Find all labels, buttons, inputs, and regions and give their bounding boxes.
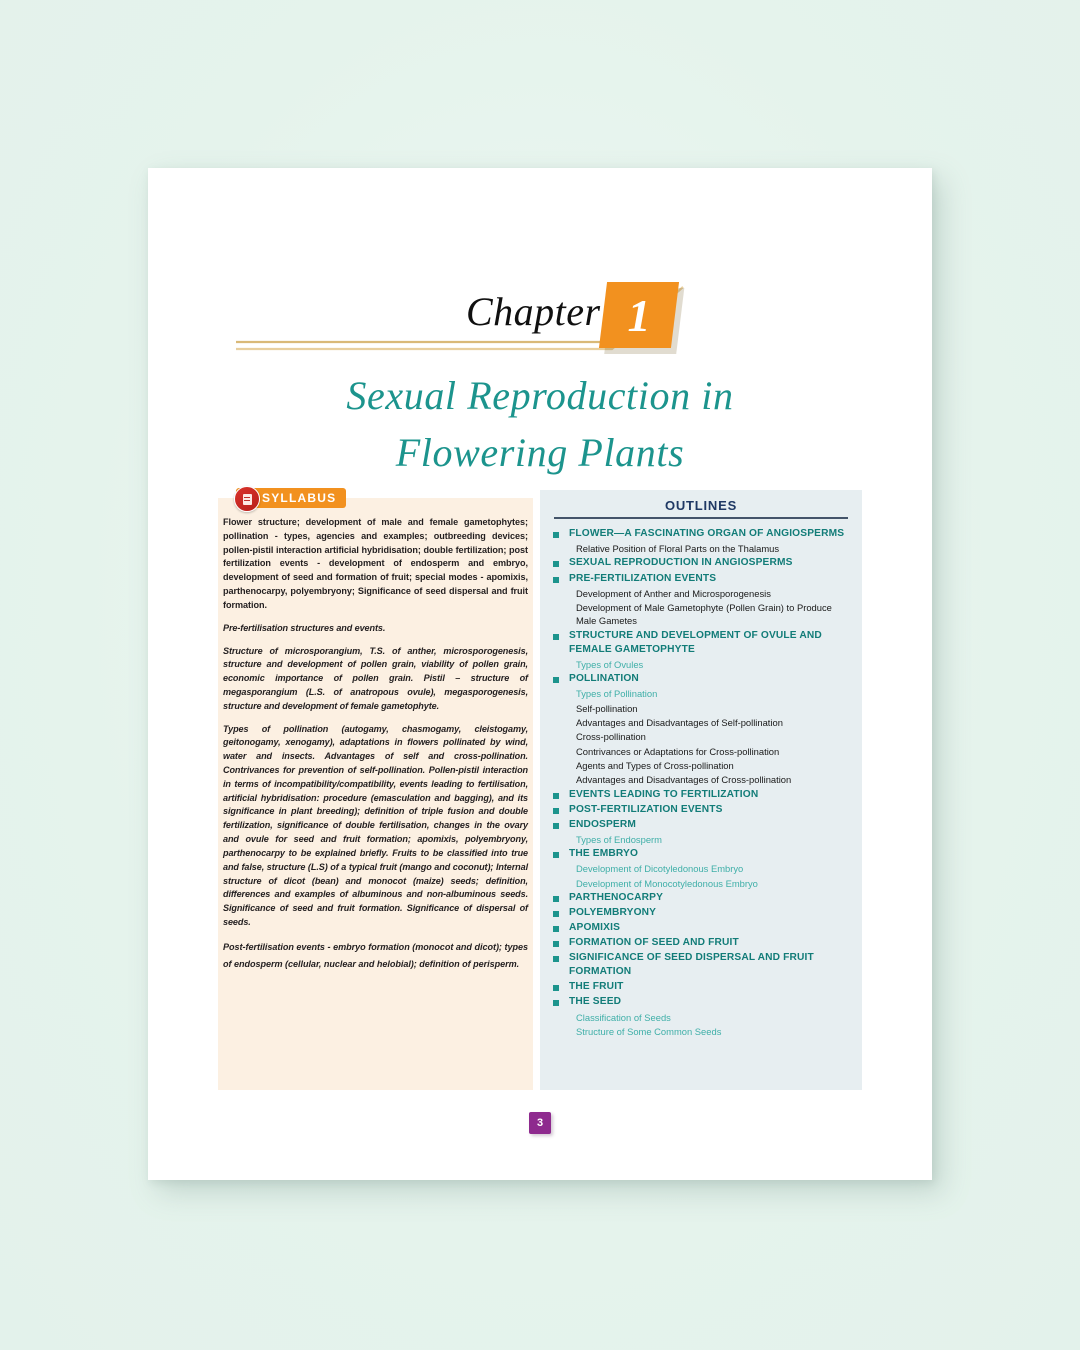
syllabus-text-body bbox=[219, 516, 532, 981]
outline-sub-item[interactable]: Cross-pollination bbox=[576, 731, 646, 743]
outline-sub-item[interactable]: Contrivances or Adaptations for Cross-pollination bbox=[576, 745, 780, 757]
outlines-list bbox=[540, 527, 862, 1038]
outlines-divider bbox=[554, 517, 848, 519]
outline-main-label: SEXUAL REPRODUCTION IN ANGIOSPERMS bbox=[569, 557, 793, 569]
syllabus-paragraph: Types of pollination (autogamy, chasmogamy, cleistogamy, geitonogamy, xenogamy), adaptations in flowers pollinated by wind, water and insects. Advantages of self and cross-pollination. Contrivances for prevention of self-pollination. Pollen-pistil interaction in terms of incompatibility/compatibility, events leading to fertilisation, artificial hybridisation: procedure (emasculation and bagging), and its significance in plant breeding); definition of triple fusion and double fertilization, significance of double fertilisation, changes in the ovary and ovule for seed and fruit formation; apomixis, polyembryony, parthenocarpy to be explained briefly. Fruits to be classified into true and false, structure (L.S) of a typical fruit (mango and coconut); Internal structure of dicot (bean) and monocot (maize) seeds; definition, differences and examples of albuminous and non-albuminous seeds. Significance of seed and fruit formation. Significance of dispersal of seeds. bbox=[223, 723, 528, 927]
outline-sub-item[interactable]: Development of Monocotyledonous Embryo bbox=[576, 877, 758, 889]
syllabus-paragraph: Flower structure; development of male and female gametophytes; pollination - types, agencies and examples; outbreeding devices; pollen-pistil interaction artificial hybridisation; double fertilization; post fertilization events - development of endosperm and embryo, development of seed and formation of fruit; special modes - apomixis, parthenocarpy, polyembryony; Significance of seed dispersal and fruit formation. bbox=[223, 517, 528, 610]
outlines-heading: OUTLINES bbox=[664, 498, 738, 513]
outline-main-label: THE EMBRYO bbox=[569, 848, 639, 860]
square-bullet-icon bbox=[553, 808, 559, 814]
outline-main-item[interactable] bbox=[550, 951, 850, 979]
outline-sub-item[interactable]: Types of Endosperm bbox=[576, 833, 662, 845]
outlines-panel bbox=[540, 490, 862, 1090]
outline-sub-item[interactable]: Relative Position of Floral Parts on the Thalamus bbox=[576, 543, 780, 555]
square-bullet-icon bbox=[553, 926, 559, 932]
page-title-line-1: Sexual Reproduction in bbox=[346, 373, 734, 418]
page-number-badge bbox=[529, 1112, 551, 1134]
outline-main-item[interactable] bbox=[550, 556, 850, 570]
square-bullet-icon bbox=[553, 577, 559, 583]
outline-main-label: THE FRUIT bbox=[569, 981, 624, 993]
syllabus-badge bbox=[236, 488, 346, 508]
outline-sub-item[interactable]: Classification of Seeds bbox=[576, 1011, 671, 1023]
outline-main-item[interactable] bbox=[550, 995, 850, 1009]
outline-sub-item[interactable]: Development of Male Gametophyte (Pollen Grain) to Produce Male Gametes bbox=[576, 601, 832, 627]
document-icon bbox=[234, 486, 260, 512]
square-bullet-icon bbox=[553, 911, 559, 917]
outline-main-item[interactable] bbox=[550, 906, 850, 920]
outline-sub-item[interactable]: Advantages and Disadvantages of Self-pollination bbox=[576, 716, 783, 728]
square-bullet-icon bbox=[553, 852, 559, 858]
outline-main-label: POLLINATION bbox=[569, 673, 639, 685]
outline-sub-item[interactable]: Advantages and Disadvantages of Cross-pollination bbox=[576, 774, 792, 786]
outline-sub-item[interactable]: Agents and Types of Cross-pollination bbox=[576, 759, 734, 771]
square-bullet-icon bbox=[553, 941, 559, 947]
square-bullet-icon bbox=[553, 1000, 559, 1006]
square-bullet-icon bbox=[553, 793, 559, 799]
outline-main-label: FLOWER—A FASCINATING ORGAN OF ANGIOSPERMS bbox=[569, 528, 845, 539]
outline-main-label: PRE-FERTILIZATION EVENTS bbox=[569, 572, 717, 584]
outline-main-label: EVENTS LEADING TO FERTILIZATION bbox=[569, 788, 759, 800]
outline-main-item[interactable] bbox=[550, 527, 850, 541]
square-bullet-icon bbox=[553, 896, 559, 902]
syllabus-paragraph: Pre-fertilisation structures and events. bbox=[223, 622, 386, 633]
outline-sub-item[interactable]: Types of Ovules bbox=[576, 658, 644, 670]
outline-main-item[interactable] bbox=[550, 891, 850, 905]
square-bullet-icon bbox=[553, 985, 559, 991]
outline-main-item[interactable] bbox=[550, 788, 850, 802]
outline-main-item[interactable] bbox=[550, 672, 850, 686]
outline-sub-item[interactable]: Development of Anther and Microsporogenesis bbox=[576, 587, 771, 599]
chapter-number: 1 bbox=[627, 289, 651, 341]
outline-sub-item[interactable]: Types of Pollination bbox=[576, 688, 658, 700]
outline-main-item[interactable] bbox=[550, 572, 850, 586]
page-number: 3 bbox=[536, 1117, 544, 1129]
outline-main-label: APOMIXIS bbox=[569, 922, 621, 934]
outline-sub-item[interactable]: Development of Dicotyledonous Embryo bbox=[576, 863, 744, 875]
outline-sub-item[interactable]: Structure of Some Common Seeds bbox=[576, 1025, 722, 1037]
textbook-page bbox=[148, 168, 932, 1180]
outline-main-item[interactable] bbox=[550, 847, 850, 861]
square-bullet-icon bbox=[553, 677, 559, 683]
content-columns bbox=[148, 490, 932, 1098]
page-title-line-2: Flowering Plants bbox=[395, 429, 685, 475]
syllabus-paragraph: Structure of microsporangium, T.S. of anther, microsporogenesis, structure and development of pollen grain, viability of pollen grain, economic importance of pollen grain. Pistil – structure of megasporangium (L.S. of anatropous ovule), megasporogenesis, structure and development of female gametophyte. bbox=[223, 645, 528, 711]
outline-main-label: POST-FERTILIZATION EVENTS bbox=[569, 803, 723, 815]
outline-main-item[interactable] bbox=[550, 818, 850, 832]
chapter-number-box bbox=[599, 282, 679, 348]
outline-sub-item[interactable]: Self-pollination bbox=[576, 702, 638, 714]
outline-main-item[interactable] bbox=[550, 921, 850, 935]
square-bullet-icon bbox=[553, 956, 559, 962]
outline-main-label: THE SEED bbox=[569, 996, 622, 1008]
outline-main-item[interactable] bbox=[550, 980, 850, 994]
outline-main-label: STRUCTURE AND DEVELOPMENT OF OVULE AND FEMALE GAMETOPHYTE bbox=[569, 629, 822, 655]
outline-main-label: SIGNIFICANCE OF SEED DISPERSAL AND FRUIT FORMATION bbox=[569, 952, 814, 978]
syllabus-badge-label: SYLLABUS bbox=[262, 491, 337, 505]
outline-main-label: PARTHENOCARPY bbox=[569, 891, 664, 903]
outline-main-label: POLYEMBRYONY bbox=[569, 907, 657, 919]
outline-main-label: ENDOSPERM bbox=[569, 818, 637, 830]
square-bullet-icon bbox=[553, 634, 559, 640]
syllabus-panel bbox=[218, 491, 533, 1090]
outline-main-item[interactable] bbox=[550, 803, 850, 817]
outline-main-item[interactable] bbox=[550, 629, 850, 657]
syllabus-paragraph: Post-fertilisation events - embryo formation (monocot and dicot); types of endosperm (cellular, nuclear and helobial); definition of perisperm. bbox=[223, 941, 528, 969]
square-bullet-icon bbox=[553, 561, 559, 567]
outline-main-item[interactable] bbox=[550, 936, 850, 950]
chapter-label: Chapter bbox=[466, 289, 601, 334]
square-bullet-icon bbox=[553, 823, 559, 829]
square-bullet-icon bbox=[553, 532, 559, 538]
chapter-header bbox=[148, 280, 932, 360]
outline-main-label: FORMATION OF SEED AND FRUIT bbox=[569, 937, 739, 949]
page-title bbox=[148, 368, 932, 482]
